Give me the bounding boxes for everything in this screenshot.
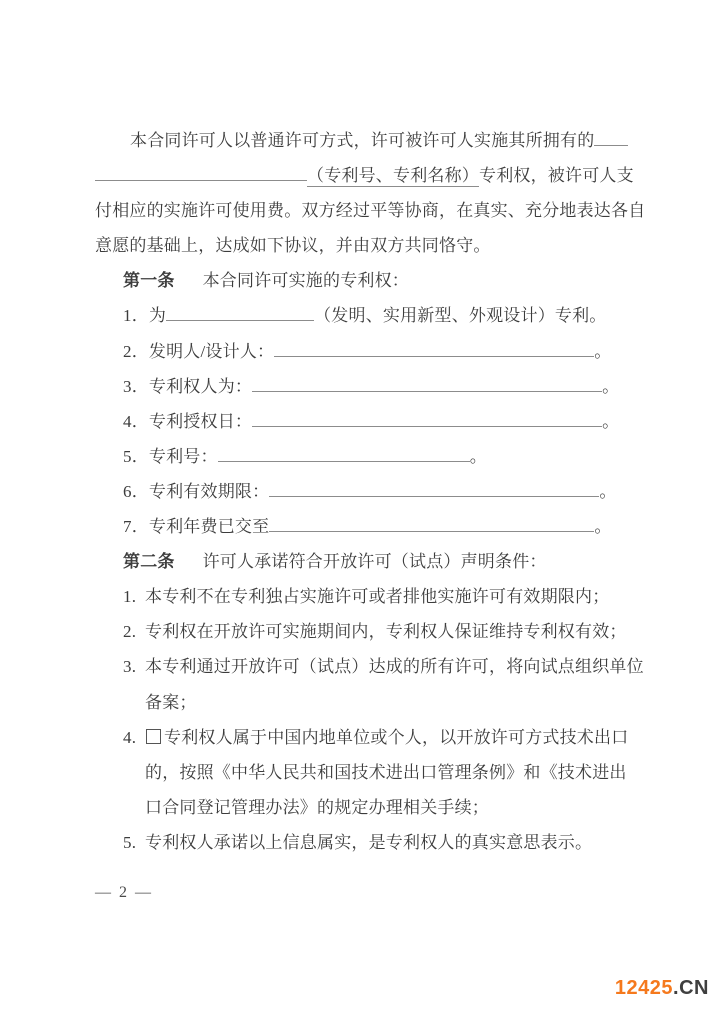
article2-heading [95, 544, 629, 579]
article2-item-3 [95, 649, 644, 684]
article2-item-4 [95, 720, 629, 755]
annual-fee-paid-blank [269, 514, 594, 532]
intro-line-4: 意愿的基础上，达成如下协议，并由双方共同恪守。 [95, 236, 491, 256]
article2-item-2 [95, 614, 629, 649]
item-number: 3． [123, 376, 149, 396]
watermark-brand: 12425 [614, 977, 674, 999]
item-number: 5. [123, 832, 137, 852]
intro-line-3: 付相应的实施许可使用费。双方经过平等协商，在真实、充分地表达各自 [95, 201, 646, 221]
intro-text-2: 专利权，被许可人支 [479, 166, 634, 186]
inventor-name-blank [274, 339, 594, 357]
item-suffix: （发明、实用新型、外观设计）专利。 [314, 306, 607, 326]
item-number: 5． [123, 446, 149, 466]
site-watermark [615, 977, 709, 1000]
item-suffix: 。 [594, 341, 612, 361]
patent-number-blank [218, 444, 470, 462]
item-number: 4. [123, 727, 137, 747]
article1-item-7 [95, 509, 629, 544]
article2-item-1 [95, 579, 629, 614]
item-number: 2． [123, 341, 149, 361]
item-number: 3. [123, 657, 137, 677]
item-text: 专利权人承诺以上信息属实，是专利权人的真实意思表示。 [145, 832, 593, 852]
item-number: 1. [123, 587, 137, 607]
article1-item-5 [95, 439, 629, 474]
article2-item-5 [95, 825, 629, 860]
item-number: 7． [123, 517, 149, 537]
intro-line-1 [95, 123, 629, 158]
validity-period-blank [269, 479, 599, 497]
article1-heading [95, 263, 629, 298]
page-number: — 2 — [95, 884, 153, 901]
article2-item-4-continuation-1: 的，按照《中华人民共和国技术进出口管理条例》和《技术进出 [145, 762, 627, 782]
item-text: 本专利不在专利独占实施许可或者排他实施许可有效期限内； [145, 587, 610, 607]
item-text: 本专利通过开放许可（试点）达成的所有许可，将向试点组织单位 [145, 657, 644, 677]
article1-item-4 [95, 404, 629, 439]
document-body [95, 123, 646, 860]
intro-line-2 [95, 158, 634, 193]
item-label: 专利号： [148, 446, 218, 466]
intro-text-1: 本合同许可人以普通许可方式，许可被许可人实施其所拥有的 [130, 131, 595, 150]
article1-item-3 [95, 369, 629, 404]
item-suffix: 。 [602, 411, 620, 431]
item-text: 专利权人属于中国内地单位或个人，以开放许可方式技术出口 [164, 727, 629, 747]
item-number: 4． [123, 411, 149, 431]
item-label: 发明人/设计人： [148, 341, 275, 361]
patentee-name-blank [252, 374, 602, 392]
patent-id-hint-label: （专利号、专利名称） [307, 166, 479, 186]
watermark-tld: .CN [673, 977, 709, 999]
item-number: 1． [123, 306, 149, 326]
item-number: 6． [123, 481, 149, 501]
item-label: 专利授权日： [148, 411, 253, 431]
item-number: 2. [123, 622, 137, 642]
export-clause-checkbox [146, 729, 161, 744]
patent-id-blank-continued [95, 163, 307, 181]
item-label: 专利年费已交至 [148, 517, 270, 537]
patent-id-blank-start [594, 128, 628, 146]
article2-item-3-continuation: 备案； [145, 692, 197, 712]
article1-number: 第一条 [123, 271, 175, 291]
patent-type-blank [166, 303, 314, 321]
item-suffix: 。 [602, 376, 620, 396]
item-label: 为 [148, 306, 167, 326]
article2-title: 许可人承诺符合开放许可（试点）声明条件： [202, 552, 547, 572]
article1-title: 本合同许可实施的专利权： [202, 271, 410, 291]
article2-item-4-continuation-2: 口合同登记管理办法》的规定办理相关手续； [145, 797, 489, 817]
grant-date-blank [252, 409, 602, 427]
article2-number: 第二条 [123, 552, 175, 572]
article1-item-6 [95, 474, 629, 509]
item-text: 专利权在开放许可实施期间内，专利权人保证维持专利权有效； [145, 622, 627, 642]
item-label: 专利权人为： [148, 376, 253, 396]
item-suffix: 。 [469, 446, 487, 466]
article1-item-1 [95, 298, 629, 333]
item-suffix: 。 [599, 481, 617, 501]
item-label: 专利有效期限： [148, 481, 270, 501]
item-suffix: 。 [594, 517, 612, 537]
article1-item-2 [95, 334, 629, 369]
